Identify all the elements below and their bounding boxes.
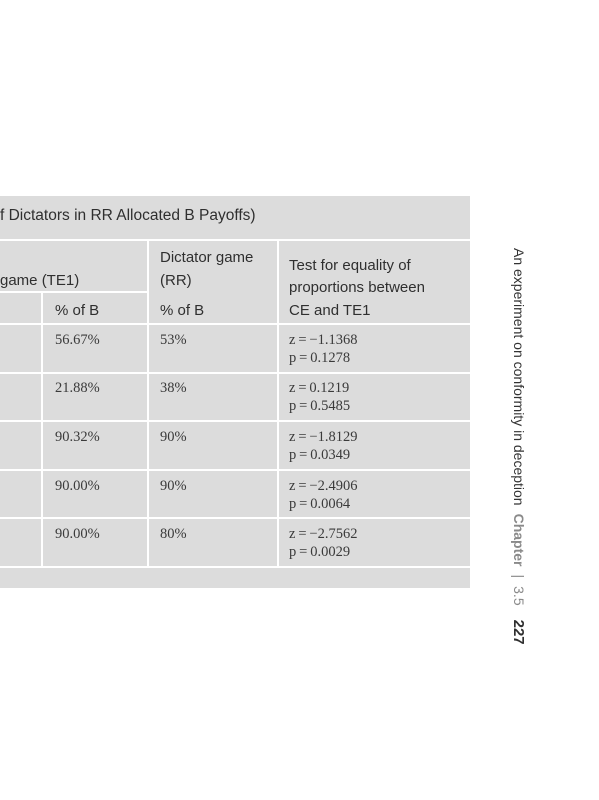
- header-rr-percent: % of B: [160, 302, 205, 319]
- cell-z-row-4: z = −2.4906: [289, 478, 358, 494]
- running-header: [507, 248, 531, 698]
- cell-p-row-4: p = 0.0064: [289, 496, 351, 512]
- header-te1-percent: % of B: [55, 302, 100, 319]
- header-rr-line1: Dictator game: [160, 249, 254, 266]
- cell-p-row-3: p = 0.0349: [289, 447, 351, 463]
- rule-row-1: [0, 372, 470, 374]
- rule-col-c: [277, 239, 279, 566]
- running-section-number: 3.5: [511, 586, 527, 606]
- header-test-line2: proportions between: [289, 279, 425, 296]
- cell-rr-row-4: 90%: [160, 478, 187, 494]
- cell-p-row-2: p = 0.5485: [289, 398, 351, 414]
- cell-te1-row-5: 90.00%: [55, 526, 100, 542]
- rule-below-header: [0, 323, 470, 325]
- cell-rr-row-5: 80%: [160, 526, 187, 542]
- rule-te1-group: [0, 291, 148, 293]
- running-title: An experiment on conformity in deception: [511, 248, 527, 506]
- rule-below-caption: [0, 239, 470, 241]
- cell-p-row-5: p = 0.0029: [289, 544, 351, 560]
- cell-te1-row-3: 90.32%: [55, 429, 100, 445]
- cell-z-row-5: z = −2.7562: [289, 526, 358, 542]
- rule-col-b: [147, 239, 149, 566]
- cell-rr-row-1: 53%: [160, 332, 187, 348]
- table-caption: f Dictators in RR Allocated B Payoffs): [0, 207, 256, 224]
- cell-z-row-1: z = −1.1368: [289, 332, 358, 348]
- results-table: [0, 196, 470, 588]
- cell-te1-row-1: 56.67%: [55, 332, 100, 348]
- header-test-line3: CE and TE1: [289, 302, 371, 319]
- cell-rr-row-2: 38%: [160, 380, 187, 396]
- cell-z-row-2: z = 0.1219: [289, 380, 350, 396]
- rule-row-2: [0, 420, 470, 422]
- rule-table-bottom: [0, 566, 470, 568]
- header-test-line1: Test for equality of: [289, 257, 411, 274]
- cell-p-row-1: p = 0.1278: [289, 350, 351, 366]
- cell-rr-row-3: 90%: [160, 429, 187, 445]
- cell-te1-row-2: 21.88%: [55, 380, 100, 396]
- rule-col-a: [41, 291, 43, 566]
- cell-te1-row-4: 90.00%: [55, 478, 100, 494]
- rule-row-3: [0, 469, 470, 471]
- header-rr-line2: (RR): [160, 272, 192, 289]
- page-number: 227: [510, 619, 528, 645]
- cell-z-row-3: z = −1.8129: [289, 429, 358, 445]
- running-chapter-label: Chapter: [511, 513, 527, 567]
- running-separator: |: [511, 574, 527, 579]
- rule-row-4: [0, 517, 470, 519]
- header-te1-group: game (TE1): [0, 272, 80, 289]
